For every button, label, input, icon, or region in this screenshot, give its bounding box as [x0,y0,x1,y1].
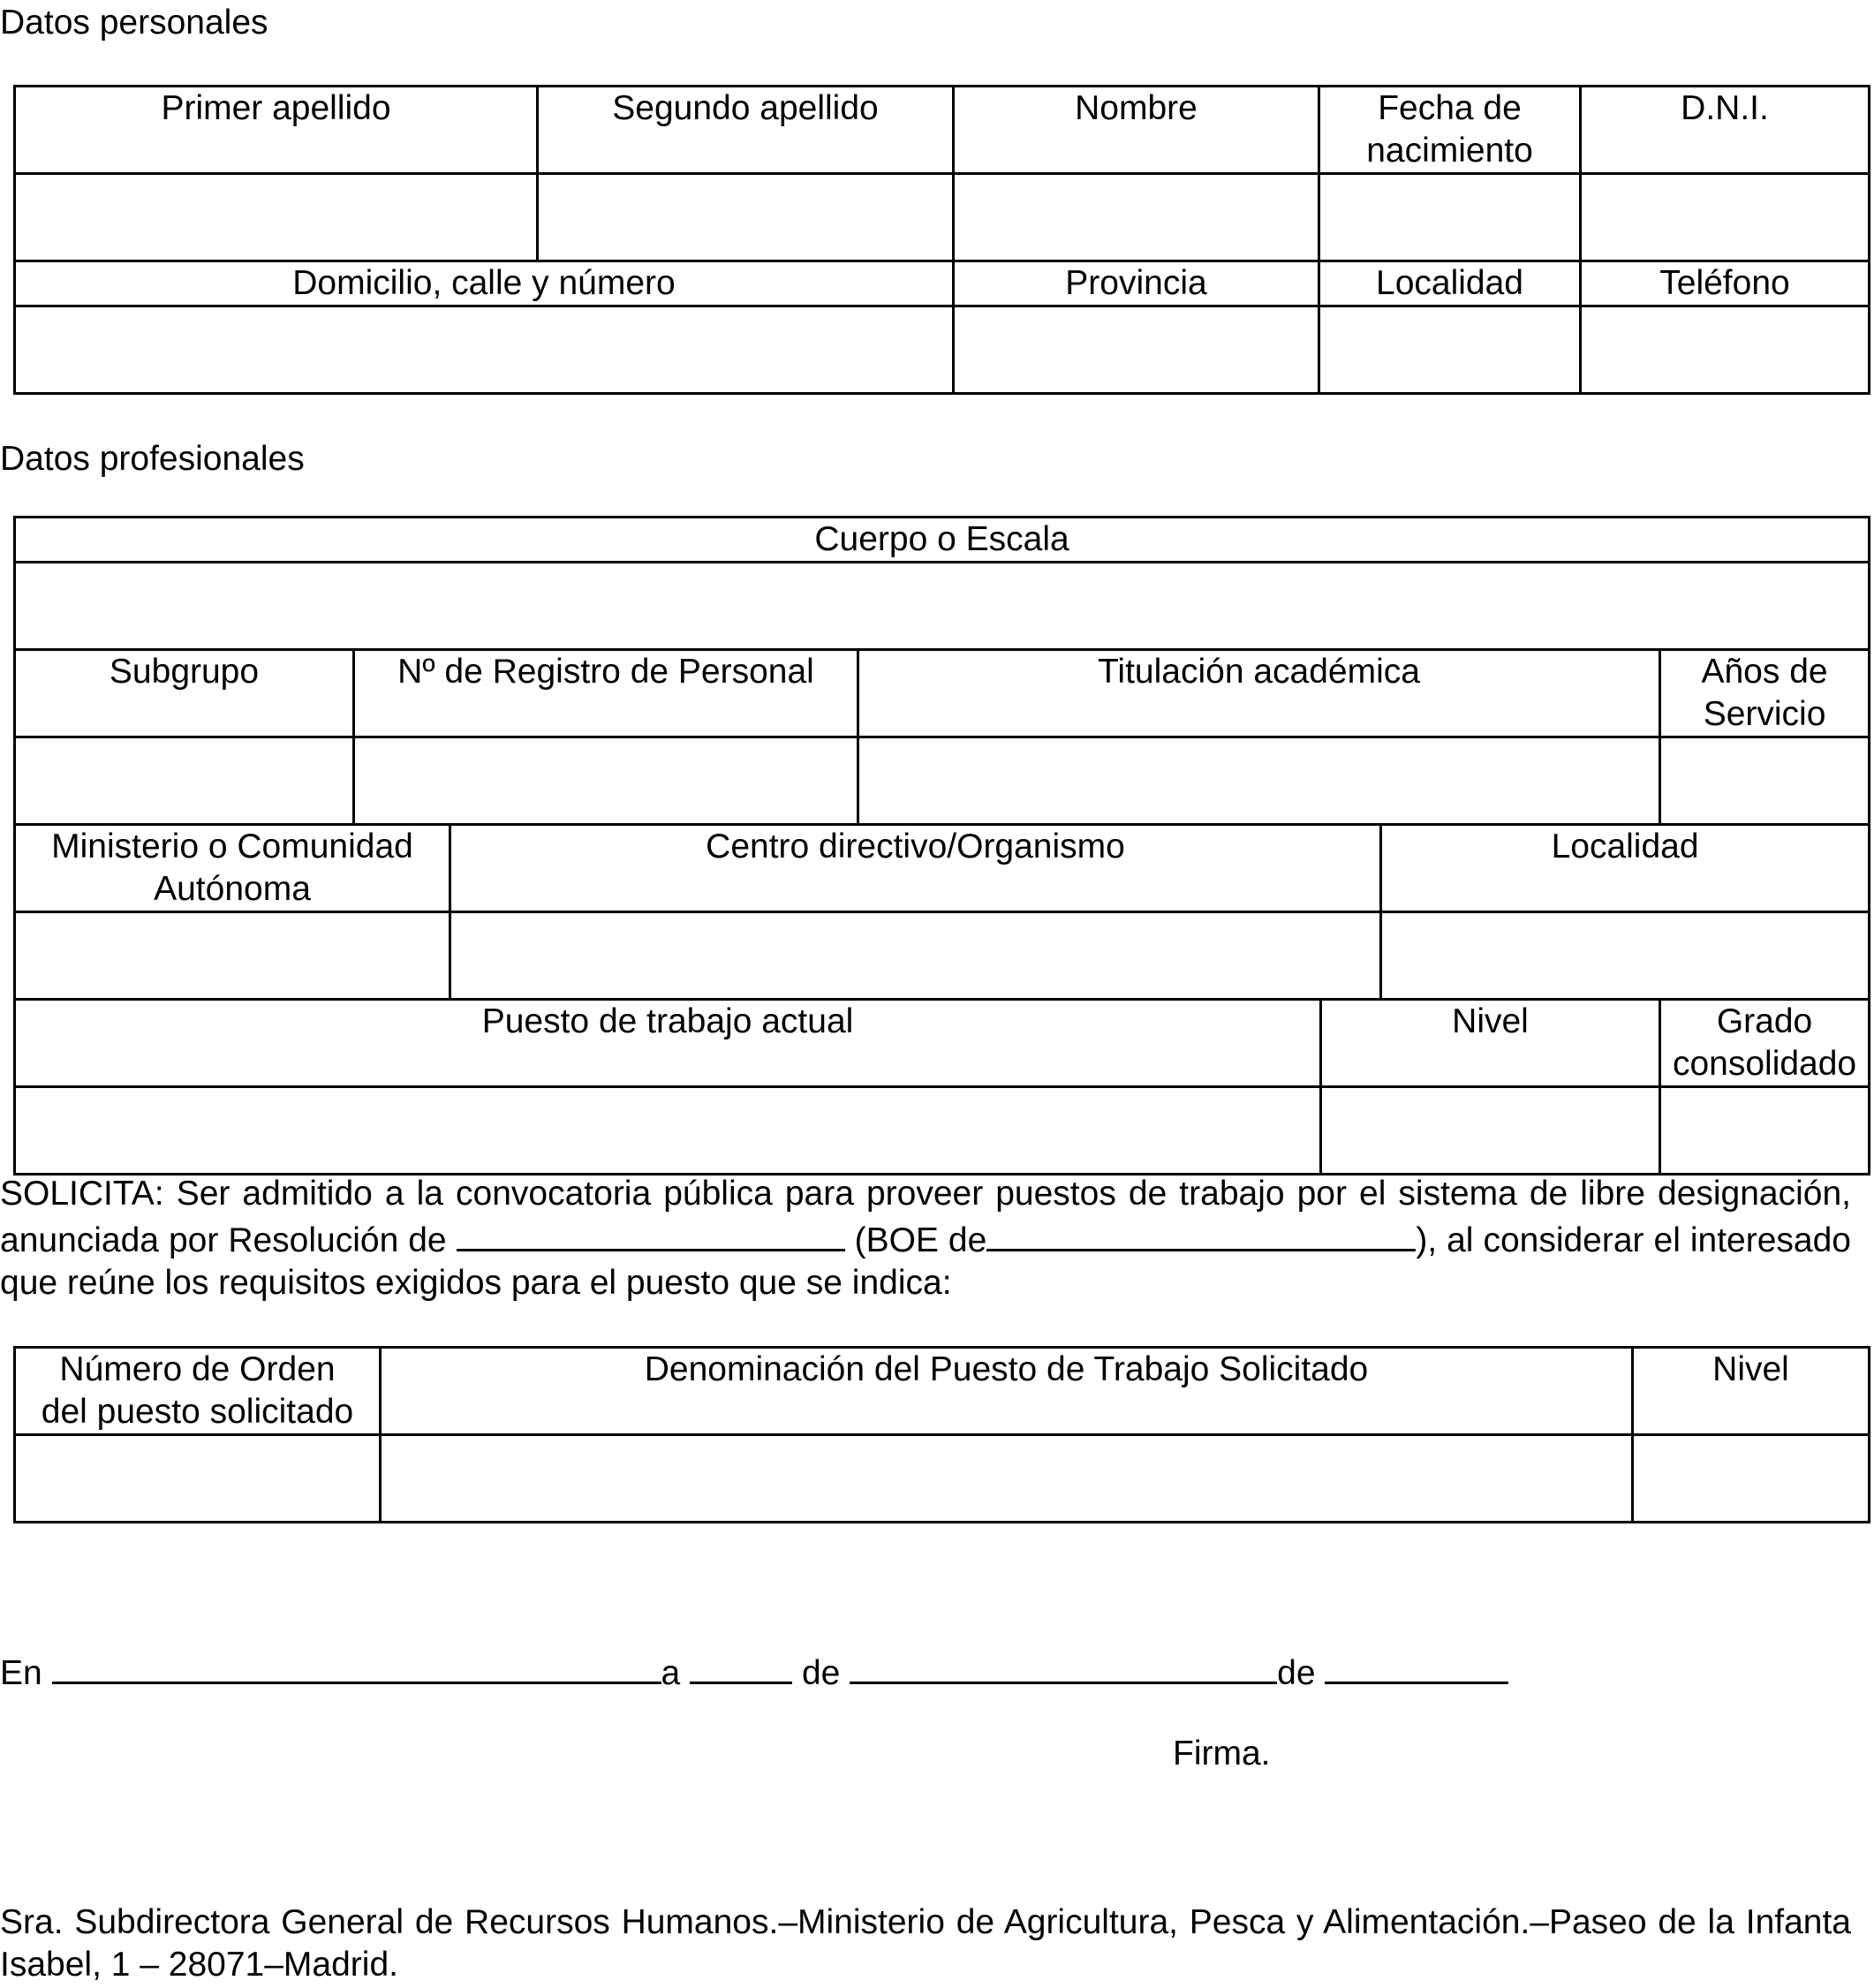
denominacion-field[interactable] [381,1435,1633,1523]
solicita-text-end: ), al considerar el interesado que reúne los requisitos exigidos para el puesto que se indica: [0,1221,1851,1302]
dni-label: D.N.I. [1581,87,1870,174]
fecha-nacimiento-label: Fecha de nacimiento [1319,87,1581,174]
subgrupo-label: Subgrupo [15,650,354,737]
place-blank[interactable] [52,1648,661,1684]
localidad-label: Localidad [1319,261,1581,306]
centro-directivo-field[interactable] [450,912,1381,1000]
solicita-text: SOLICITA: Ser admitido a la convocatoria pública para proveer puestos de trabajo por el sistema de libre designación, anunciada por Resolución de [0,1175,1851,1259]
primer-apellido-label: Primer apellido [15,87,538,174]
numero-orden-label: Número de Orden del puesto solicitado [15,1348,381,1435]
de-label-2: de [1277,1654,1316,1692]
localidad-prof-label: Localidad [1381,825,1870,912]
segundo-apellido-field[interactable] [538,174,954,261]
request-table [13,1346,1870,1523]
ministerio-label: Ministerio o Comunidad Autónoma [15,825,450,912]
segundo-apellido-label: Segundo apellido [538,87,954,174]
de-label-1: de [801,1654,841,1692]
nivel-solicitado-field[interactable] [1633,1435,1870,1523]
registro-personal-label: Nº de Registro de Personal [354,650,858,737]
telefono-label: Teléfono [1581,261,1870,306]
firma-label: Firma. [1173,1735,1271,1773]
day-blank[interactable] [690,1648,792,1684]
section-heading-professional: Datos profesionales [0,440,305,478]
nombre-field[interactable] [954,174,1319,261]
titulacion-label: Titulación académica [858,650,1660,737]
cuerpo-escala-label: Cuerpo o Escala [15,518,1870,563]
denominacion-label: Denominación del Puesto de Trabajo Solicitado [381,1348,1633,1435]
professional-data-table [13,516,1870,1175]
grado-consolidado-field[interactable] [1660,1087,1870,1175]
puesto-actual-field[interactable] [15,1087,1321,1175]
centro-directivo-label: Centro directivo/Organismo [450,825,1381,912]
signature-date-line [0,1648,1508,1695]
section-heading-personal: Datos personales [0,4,268,42]
boe-text: (BOE de [854,1221,987,1259]
domicilio-field[interactable] [15,306,954,394]
grado-consolidado-label: Grado consolidado [1660,1000,1870,1087]
domicilio-label: Domicilio, calle y número [15,261,954,306]
en-label: En [0,1654,42,1692]
anios-servicio-field[interactable] [1660,737,1870,825]
solicita-paragraph [0,1173,1851,1304]
nivel-label: Nivel [1321,1000,1660,1087]
ministerio-field[interactable] [15,912,450,1000]
a-label: a [661,1654,681,1692]
resolucion-date-blank[interactable] [457,1215,845,1251]
provincia-label: Provincia [954,261,1319,306]
localidad-prof-field[interactable] [1381,912,1870,1000]
boe-date-blank[interactable] [986,1215,1416,1251]
registro-personal-field[interactable] [354,737,858,825]
addressee-footer: Sra. Subdirectora General de Recursos Humanos.–Ministerio de Agricultura, Pesca y Alimentación.–Paseo de la Infanta Isabel, 1 – 28071–Madrid. [0,1903,1851,1984]
primer-apellido-field[interactable] [15,174,538,261]
nombre-label: Nombre [954,87,1319,174]
anios-servicio-label: Años de Servicio [1660,650,1870,737]
dni-field[interactable] [1581,174,1870,261]
nivel-solicitado-label: Nivel [1633,1348,1870,1435]
numero-orden-field[interactable] [15,1435,381,1523]
localidad-field[interactable] [1319,306,1581,394]
cuerpo-escala-field[interactable] [15,563,1870,650]
puesto-actual-label: Puesto de trabajo actual [15,1000,1321,1087]
month-blank[interactable] [850,1648,1277,1684]
personal-data-table [13,85,1870,395]
titulacion-field[interactable] [858,737,1660,825]
fecha-nacimiento-field[interactable] [1319,174,1581,261]
nivel-field[interactable] [1321,1087,1660,1175]
telefono-field[interactable] [1581,306,1870,394]
provincia-field[interactable] [954,306,1319,394]
subgrupo-field[interactable] [15,737,354,825]
year-blank[interactable] [1325,1648,1508,1684]
